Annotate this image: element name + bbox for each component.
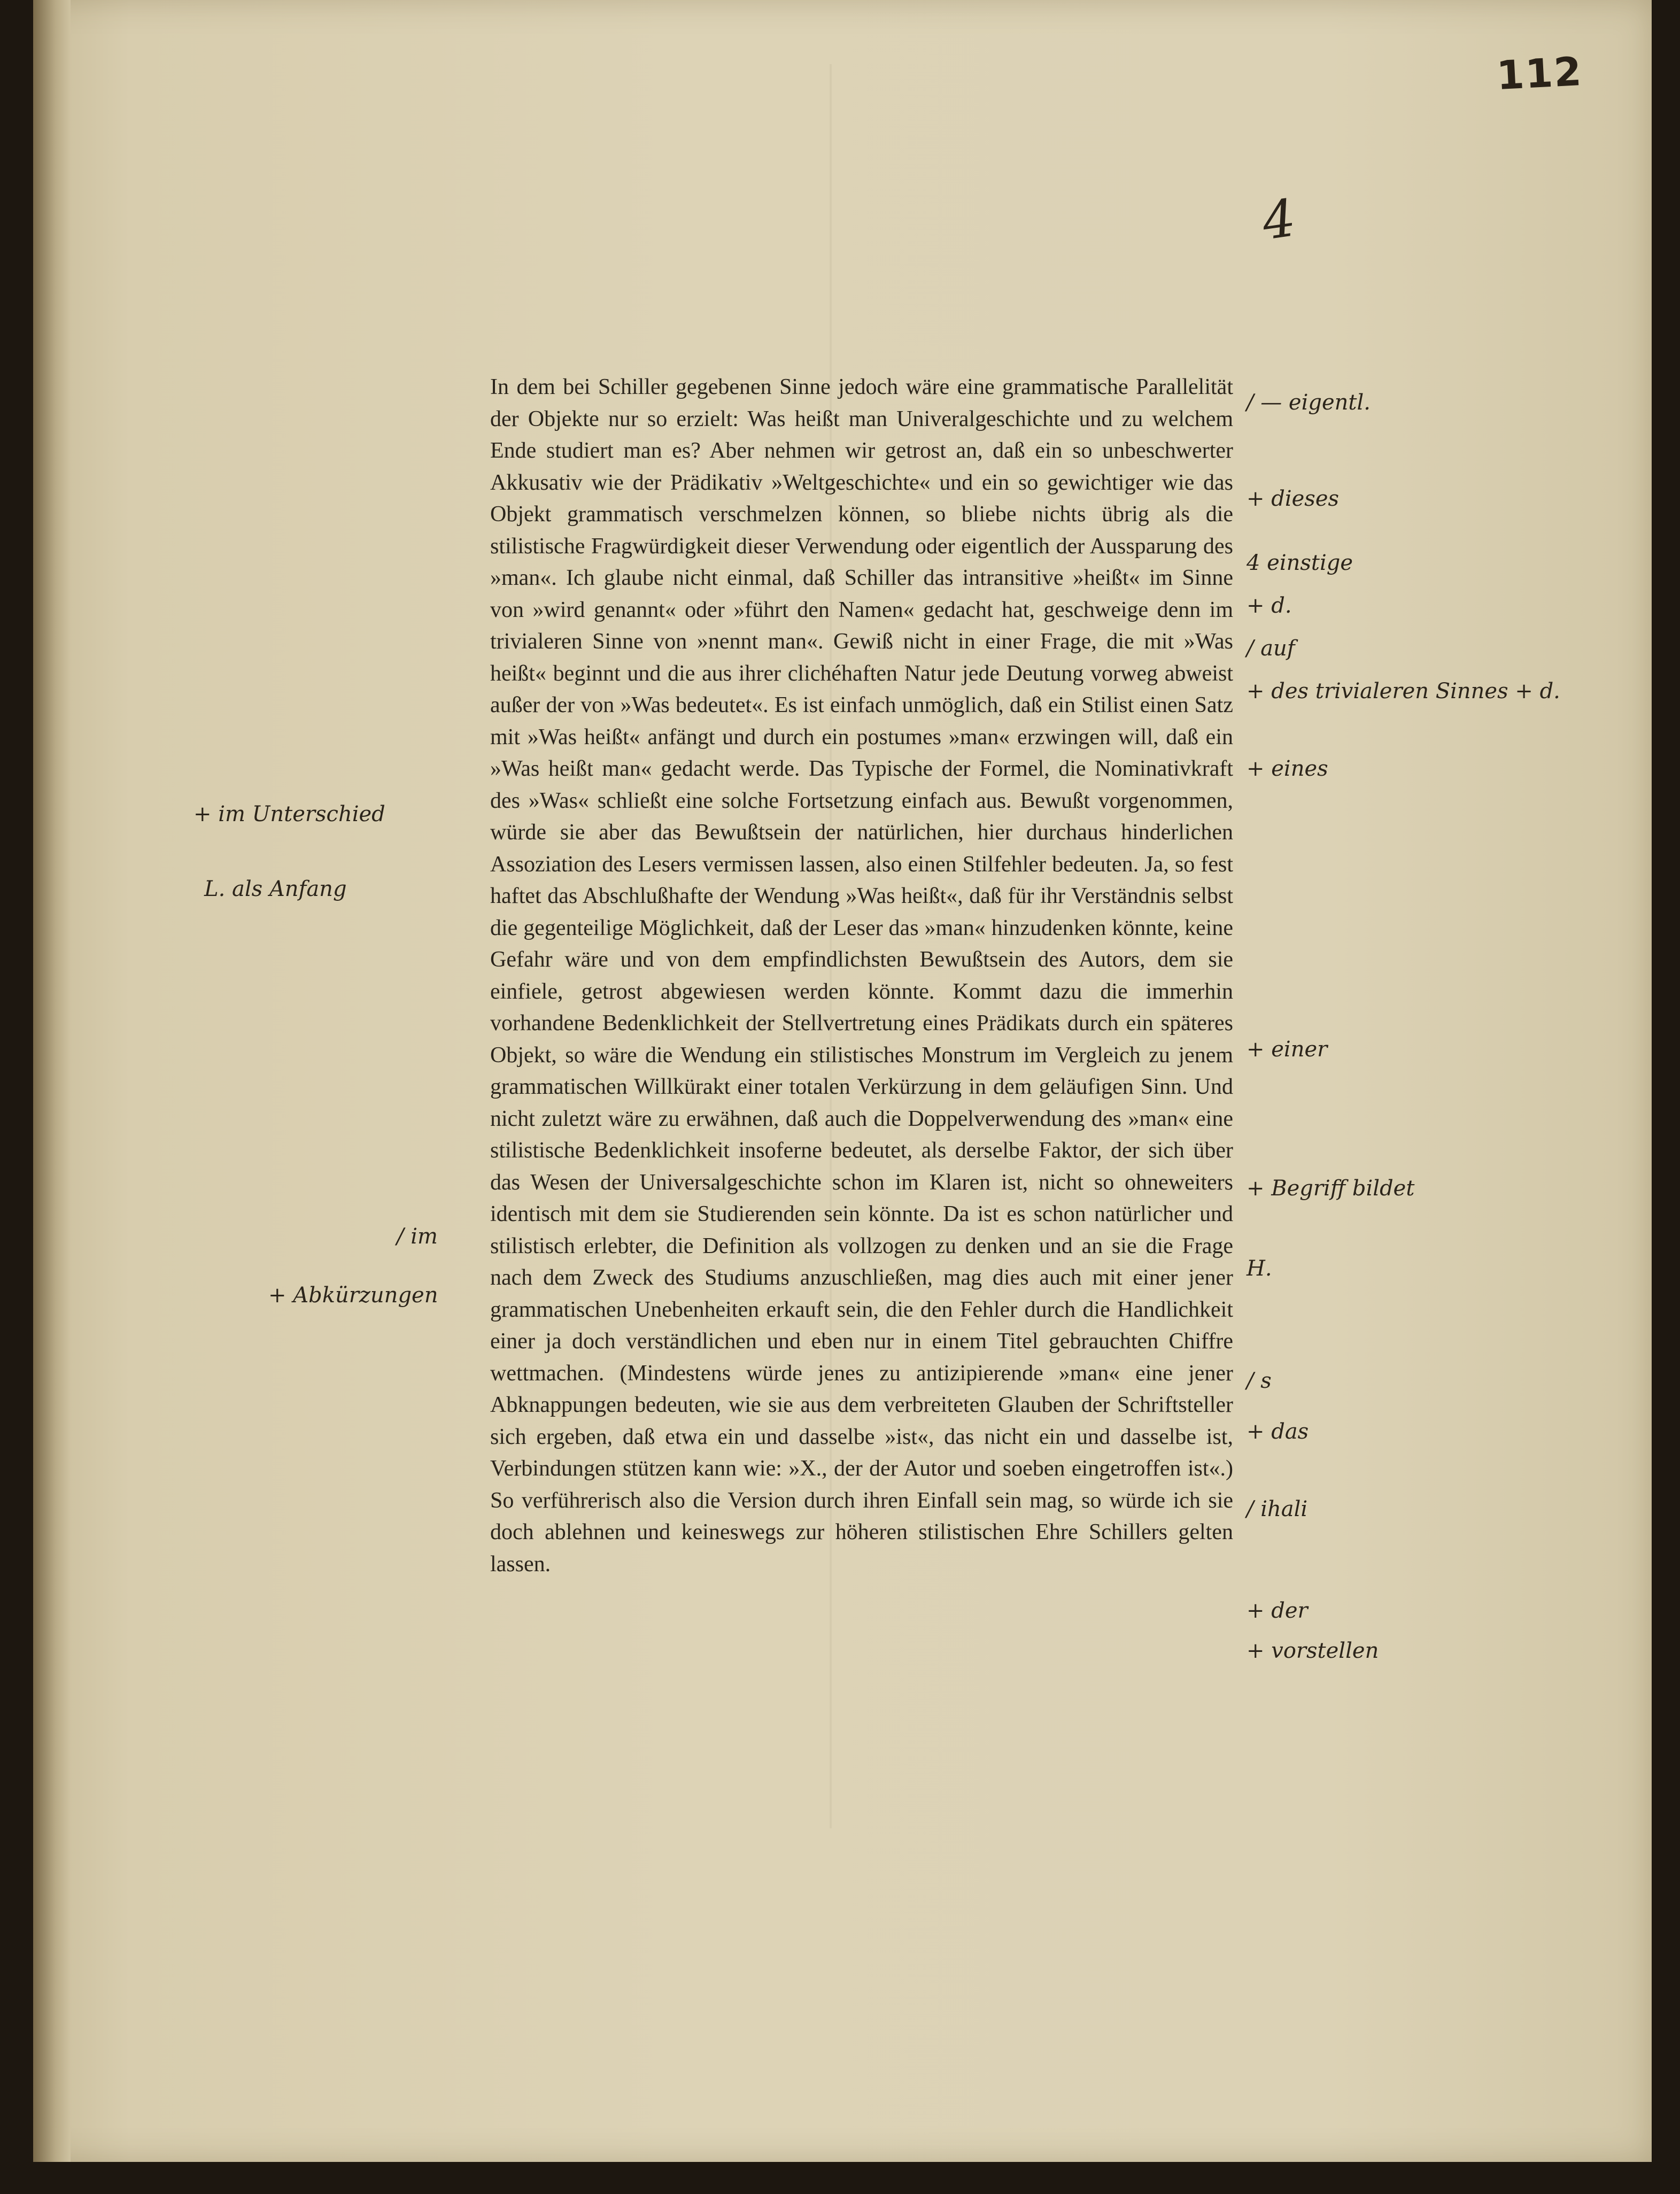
- margin-note: / s: [1247, 1369, 1272, 1393]
- margin-note: + der: [1247, 1598, 1308, 1623]
- document-page: [33, 0, 1652, 2162]
- margin-note: + Begriff bildet: [1247, 1176, 1415, 1201]
- margin-note: + das: [1247, 1419, 1309, 1444]
- margin-note: + im Unterschied: [193, 802, 385, 826]
- body-text: In dem bei Schiller gegebenen Sinne jedoch wäre eine grammatische Parallelität der Objekte nur so erzielt: Was heißt man Univeralgeschichte und zu welchem Ende studiert man es? Aber nehmen wir getrost an, daß ein so unbeschwerter Akkusativ wie der Prädikativ »Weltgeschichte« und ein so gewichtiger wie das Objekt grammatisch verschmelzen können, so bliebe nichts übrig als die stilistische Fragwürdigkeit dieser Verwendung oder eigentlich der Aussparung des »man«. Ich glaube nicht einmal, daß Schiller das intransitive »heißt« im Sinne von »wird genannt« oder »führt den Namen« gedacht hat, geschweige denn im trivialeren Sinne von »nennt man«. Gewiß nicht in einer Frage, die mit »Was heißt« beginnt und die aus ihrer clichéhaften Natur jede Deutung vorweg abweist außer der von »Was bedeutet«. Es ist einfach unmöglich, daß ein Stilist einen Satz mit »Was heißt« anfängt und durch ein postumes »man« erzwingen will, daß ein »Was heißt man« gedacht werde. Das Typische der Formel, die Nominativkraft des »Was« schließt eine solche Fortsetzung einfach aus. Bewußt vorgenommen, würde sie aber das Bewußtsein der natürlichen, hier durchaus hinderlichen Assoziation des Lesers vermissen lassen, also einen Stilfehler bedeuten. Ja, so fest haftet das Abschlußhafte der Wendung »Was heißt«, daß für ihr Verständnis selbst die gegenteilige Möglichkeit, daß der Leser das »man« hinzudenken könnte, keine Gefahr wäre und von dem empfindlichsten Bewußtsein des Autors, dem sie einfiele, getrost abgewiesen werden könnte. Kommt dazu die immerhin vorhandene Bedenklichkeit der Stellvertretung eines Prädikats durch ein späteres Objekt, so wäre die Wendung ein stilistisches Monstrum im Vergleich zu jenem grammatischen Willkürakt einer totalen Verkürzung in dem geläufigen Sinn. Und nicht zuletzt wäre zu erwähnen, daß auch die Doppelverwendung des »man« eine stilistische Bedenklichkeit insoferne bedeutet, als derselbe Faktor, der sich über das Wesen der Universalgeschichte schon im Klaren ist, nicht so ohneweiters identisch mit dem sie Studierenden sein könnte. Da ist es schon natürlicher und stilistisch erlebter, die Definition als vollzogen zu denken und an sie die Frage nach dem Zweck des Studiums anzuschließen, mag dies auch mit einer jener grammatischen Unebenheiten erkauft sein, die den Fehler durch die Handlichkeit einer ja doch verständlichen und eben nur in einem Titel gebrauchten Chiffre wettmachen. (Mindestens würde jenes zu antizipierende »man« eine jener Abknappungen bedeuten, wie sie aus dem verbreiteten Glauben der Schriftsteller sich ergeben, daß etwa ein und dasselbe »ist«, das nicht ein und dasselbe ist, Verbindungen stützen kann wie: »X., der der Autor und soeben eingetroffen ist«.) So verführerisch also die Version durch ihren Einfall sein mag, so würde ich sie doch ablehnen und keineswegs zur höheren stilistischen Ehre Schillers gelten lassen.: [490, 375, 1233, 1577]
- margin-note: / auf: [1247, 636, 1295, 661]
- margin-note: / — eigentl.: [1247, 390, 1371, 415]
- margin-note: + Abkürzungen: [268, 1283, 438, 1308]
- top-mark: 4: [1258, 188, 1299, 252]
- folio-number: 112: [1495, 48, 1584, 99]
- margin-note: + vorstellen: [1247, 1639, 1379, 1663]
- margin-note: + einer: [1247, 1037, 1328, 1062]
- margin-note: / im: [397, 1224, 438, 1249]
- margin-note: + des trivialeren Sinnes + d.: [1247, 679, 1560, 704]
- margin-note: H.: [1247, 1256, 1272, 1281]
- margin-note: + d.: [1247, 593, 1292, 618]
- margin-note: L. als Anfang: [204, 877, 347, 901]
- margin-note: / ihali: [1247, 1497, 1308, 1521]
- body-paragraph: [490, 372, 1233, 1580]
- page-spine: [33, 0, 71, 2162]
- margin-note: + eines: [1247, 756, 1328, 781]
- margin-note: + dieses: [1247, 486, 1340, 511]
- margin-note: 4 einstige: [1247, 551, 1353, 575]
